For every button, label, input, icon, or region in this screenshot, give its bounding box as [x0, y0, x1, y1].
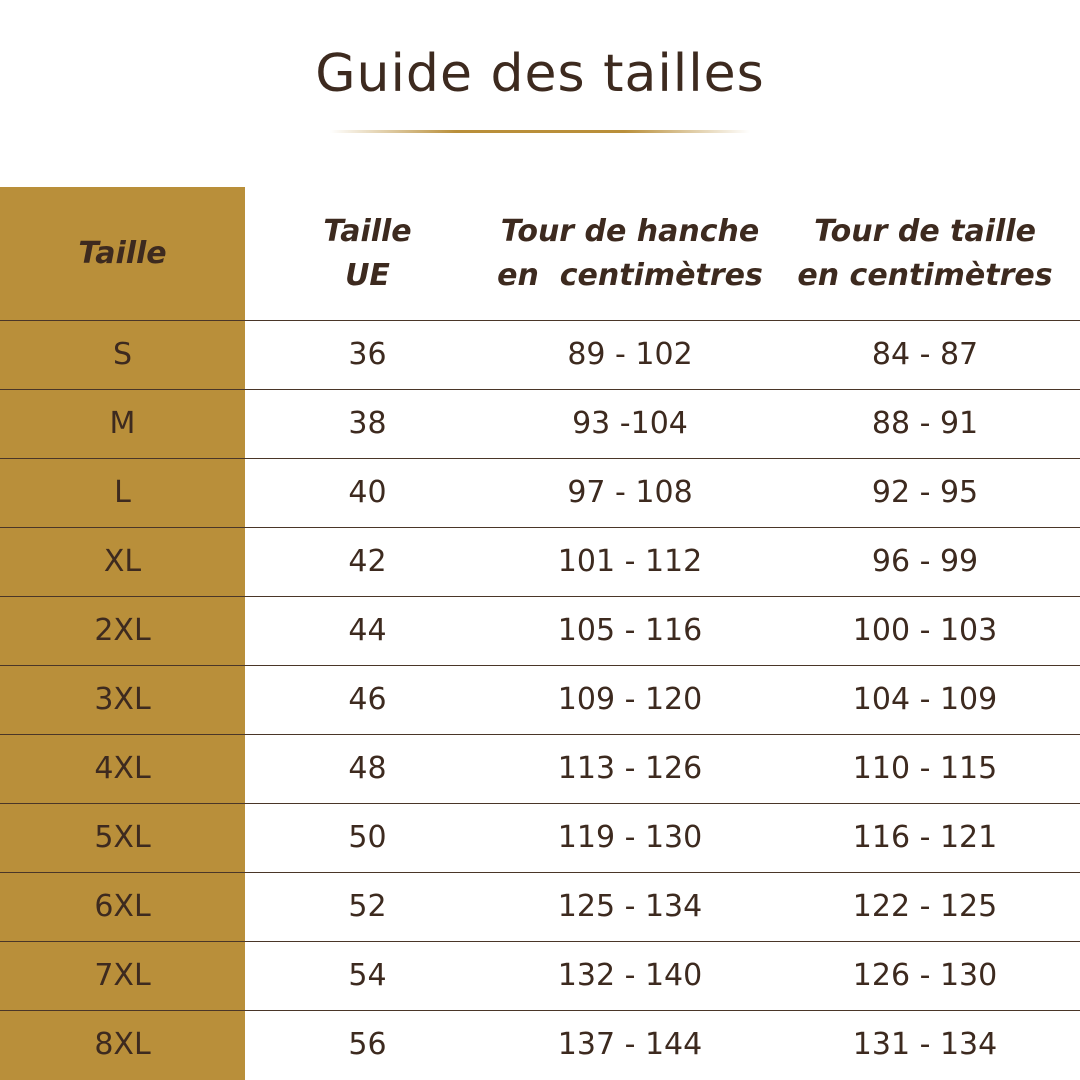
cell-waist: 88 - 91 — [871, 406, 979, 441]
cell-hip: 105 - 116 — [557, 613, 703, 648]
header-tour-taille-line1: Tour de taille — [814, 213, 1036, 249]
size-chart-table — [0, 187, 1080, 1079]
cell-eu-size: 56 — [348, 1027, 387, 1062]
header-tour-de-hanche — [490, 210, 770, 298]
cell-hip: 89 - 102 — [567, 337, 693, 372]
cell-waist: 131 - 134 — [852, 1027, 998, 1062]
table-row — [0, 803, 1080, 872]
table-row — [0, 734, 1080, 803]
cell-size: S — [112, 337, 133, 372]
title-divider — [330, 130, 750, 133]
cell-hip: 93 -104 — [572, 406, 688, 441]
cell-eu-size: 42 — [348, 544, 387, 579]
cell-size: 7XL — [94, 958, 151, 993]
cell-size: 4XL — [94, 751, 151, 786]
cell-eu-size: 44 — [348, 613, 387, 648]
header-taille-ue — [245, 210, 490, 298]
header-taille-label: Taille — [78, 235, 167, 271]
cell-waist: 84 - 87 — [871, 337, 979, 372]
table-row — [0, 872, 1080, 941]
cell-eu-size: 40 — [348, 475, 387, 510]
cell-eu-size: 50 — [348, 820, 387, 855]
header-taille — [0, 232, 245, 276]
cell-hip: 97 - 108 — [567, 475, 693, 510]
page-title: Guide des tailles — [315, 44, 765, 104]
cell-hip: 101 - 112 — [557, 544, 703, 579]
cell-waist: 96 - 99 — [871, 544, 979, 579]
cell-eu-size: 38 — [348, 406, 387, 441]
table-row — [0, 1010, 1080, 1079]
cell-hip: 119 - 130 — [557, 820, 703, 855]
cell-waist: 110 - 115 — [852, 751, 998, 786]
cell-size: L — [114, 475, 131, 510]
cell-size: 2XL — [94, 613, 151, 648]
cell-hip: 132 - 140 — [557, 958, 703, 993]
table-row — [0, 596, 1080, 665]
cell-size: 3XL — [94, 682, 151, 717]
cell-waist: 126 - 130 — [852, 958, 998, 993]
cell-hip: 113 - 126 — [557, 751, 703, 786]
cell-waist: 122 - 125 — [852, 889, 998, 924]
table-header-row — [0, 187, 1080, 320]
cell-hip: 109 - 120 — [557, 682, 703, 717]
cell-size: 5XL — [94, 820, 151, 855]
table-row — [0, 527, 1080, 596]
cell-waist: 116 - 121 — [852, 820, 998, 855]
cell-eu-size: 36 — [348, 337, 387, 372]
cell-hip: 137 - 144 — [557, 1027, 703, 1062]
header-taille-ue-line2: UE — [345, 257, 390, 293]
cell-eu-size: 52 — [348, 889, 387, 924]
table-row — [0, 458, 1080, 527]
cell-waist: 100 - 103 — [852, 613, 998, 648]
cell-eu-size: 48 — [348, 751, 387, 786]
cell-size: 6XL — [94, 889, 151, 924]
header-tour-taille-line2: en centimètres — [797, 257, 1053, 293]
cell-eu-size: 54 — [348, 958, 387, 993]
cell-eu-size: 46 — [348, 682, 387, 717]
header-tour-de-taille — [770, 210, 1080, 298]
header-hanche-line2: en centimètres — [497, 257, 763, 293]
header-taille-ue-line1: Taille — [323, 213, 412, 249]
cell-size: M — [109, 406, 136, 441]
cell-waist: 92 - 95 — [871, 475, 979, 510]
cell-size: XL — [103, 544, 142, 579]
header-hanche-line1: Tour de hanche — [500, 213, 760, 249]
cell-hip: 125 - 134 — [557, 889, 703, 924]
table-row — [0, 389, 1080, 458]
cell-waist: 104 - 109 — [852, 682, 998, 717]
table-row — [0, 320, 1080, 389]
cell-size: 8XL — [94, 1027, 151, 1062]
table-row — [0, 941, 1080, 1010]
table-row — [0, 665, 1080, 734]
